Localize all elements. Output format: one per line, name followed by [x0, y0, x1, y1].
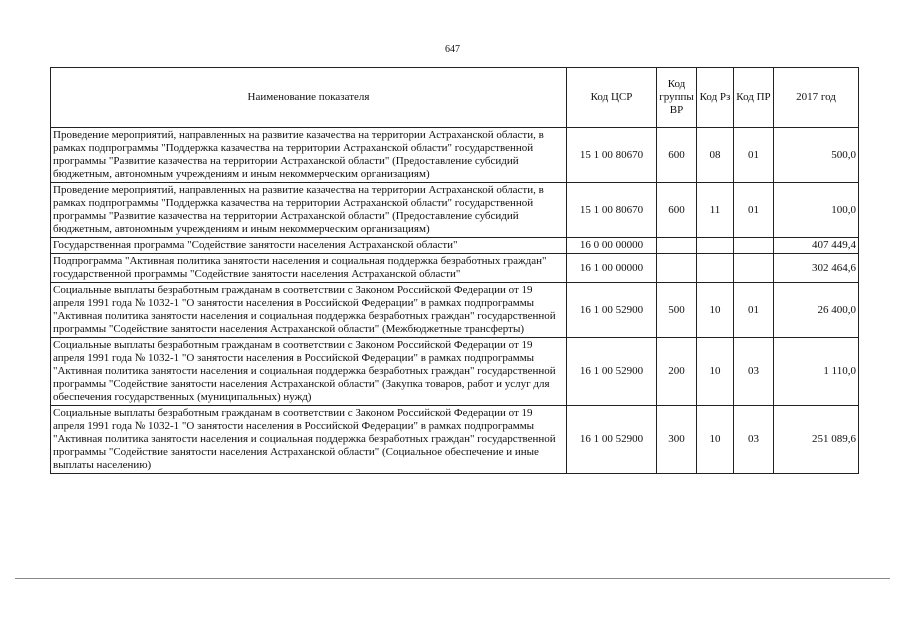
row-amount-cell: 500,0	[774, 128, 859, 183]
row-rz-cell: 10	[697, 283, 734, 338]
row-amount-cell: 407 449,4	[774, 238, 859, 254]
header-name: Наименование показателя	[51, 68, 567, 128]
row-rz-cell: 11	[697, 183, 734, 238]
page-number: 647	[445, 44, 460, 55]
header-vr: Код группы ВР	[657, 68, 697, 128]
row-vr-cell	[657, 254, 697, 283]
row-csr-cell: 15 1 00 80670	[567, 183, 657, 238]
table-row	[51, 338, 859, 406]
row-pr-cell: 03	[734, 406, 774, 474]
row-pr-cell: 01	[734, 183, 774, 238]
row-name-cell: Проведение мероприятий, направленных на развитие казачества на территории Астраханской области, в рамках подпрограммы "Поддержка казачества на территории Астраханской области" государственной программы "Развитие казачества на территории Астраханской области" (Предоставление субсидий бюджетным, автономным учреждениям и иным некоммерческим организациям)	[51, 128, 567, 183]
header-pr: Код ПР	[734, 68, 774, 128]
table-row	[51, 238, 859, 254]
row-rz-cell: 10	[697, 406, 734, 474]
table-row	[51, 283, 859, 338]
table-row	[51, 183, 859, 238]
row-name-cell: Социальные выплаты безработным гражданам в соответствии с Законом Российской Федерации от 19 апреля 1991 года № 1032-1 "О занятости населения в Российской Федерации" в рамках подпрограммы "Активная политика занятости населения и социальная поддержка безработных граждан" государственной программы "Содействие занятости населения Астраханской области" (Закупка товаров, работ и услуг для обеспечения государственных (муниципальных) нужд)	[51, 338, 567, 406]
row-csr-cell: 16 1 00 00000	[567, 254, 657, 283]
table-row	[51, 406, 859, 474]
row-rz-cell: 10	[697, 338, 734, 406]
row-csr-cell: 16 1 00 52900	[567, 283, 657, 338]
table-header-row	[51, 68, 859, 128]
row-rz-cell	[697, 254, 734, 283]
row-vr-cell: 300	[657, 406, 697, 474]
row-pr-cell: 03	[734, 338, 774, 406]
row-csr-cell: 15 1 00 80670	[567, 128, 657, 183]
row-vr-cell: 500	[657, 283, 697, 338]
row-csr-cell: 16 1 00 52900	[567, 406, 657, 474]
row-pr-cell: 01	[734, 128, 774, 183]
row-name-cell: Социальные выплаты безработным гражданам в соответствии с Законом Российской Федерации от 19 апреля 1991 года № 1032-1 "О занятости населения в Российской Федерации" в рамках подпрограммы "Активная политика занятости населения и социальная поддержка безработных граждан" государственной программы "Содействие занятости населения Астраханской области" (Межбюджетные трансферты)	[51, 283, 567, 338]
row-amount-cell: 1 110,0	[774, 338, 859, 406]
row-rz-cell: 08	[697, 128, 734, 183]
row-amount-cell: 251 089,6	[774, 406, 859, 474]
row-amount-cell: 26 400,0	[774, 283, 859, 338]
row-name-cell: Подпрограмма "Активная политика занятости населения и социальная поддержка безработных граждан" государственной программы "Содействие занятости населения Астраханской области"	[51, 254, 567, 283]
row-rz-cell	[697, 238, 734, 254]
row-name-cell: Социальные выплаты безработным гражданам в соответствии с Законом Российской Федерации от 19 апреля 1991 года № 1032-1 "О занятости населения в Российской Федерации" в рамках подпрограммы "Активная политика занятости населения и социальная поддержка безработных граждан" государственной программы "Содействие занятости населения Астраханской области" (Социальное обеспечение и иные выплаты населению)	[51, 406, 567, 474]
header-csr: Код ЦСР	[567, 68, 657, 128]
row-vr-cell: 200	[657, 338, 697, 406]
row-vr-cell: 600	[657, 128, 697, 183]
header-year: 2017 год	[774, 68, 859, 128]
row-csr-cell: 16 1 00 52900	[567, 338, 657, 406]
row-amount-cell: 100,0	[774, 183, 859, 238]
row-csr-cell: 16 0 00 00000	[567, 238, 657, 254]
row-vr-cell	[657, 238, 697, 254]
table-row	[51, 128, 859, 183]
row-vr-cell: 600	[657, 183, 697, 238]
budget-table	[50, 67, 859, 474]
row-pr-cell	[734, 254, 774, 283]
row-amount-cell: 302 464,6	[774, 254, 859, 283]
scan-edge-line	[15, 578, 890, 579]
row-pr-cell: 01	[734, 283, 774, 338]
row-name-cell: Государственная программа "Содействие занятости населения Астраханской области"	[51, 238, 567, 254]
header-rz: Код Рз	[697, 68, 734, 128]
row-pr-cell	[734, 238, 774, 254]
table-row	[51, 254, 859, 283]
row-name-cell: Проведение мероприятий, направленных на развитие казачества на территории Астраханской области, в рамках подпрограммы "Поддержка казачества на территории Астраханской области" государственной программы "Развитие казачества на территории Астраханской области" (Предоставление субсидий бюджетным, автономным учреждениям и иным некоммерческим организациям)	[51, 183, 567, 238]
